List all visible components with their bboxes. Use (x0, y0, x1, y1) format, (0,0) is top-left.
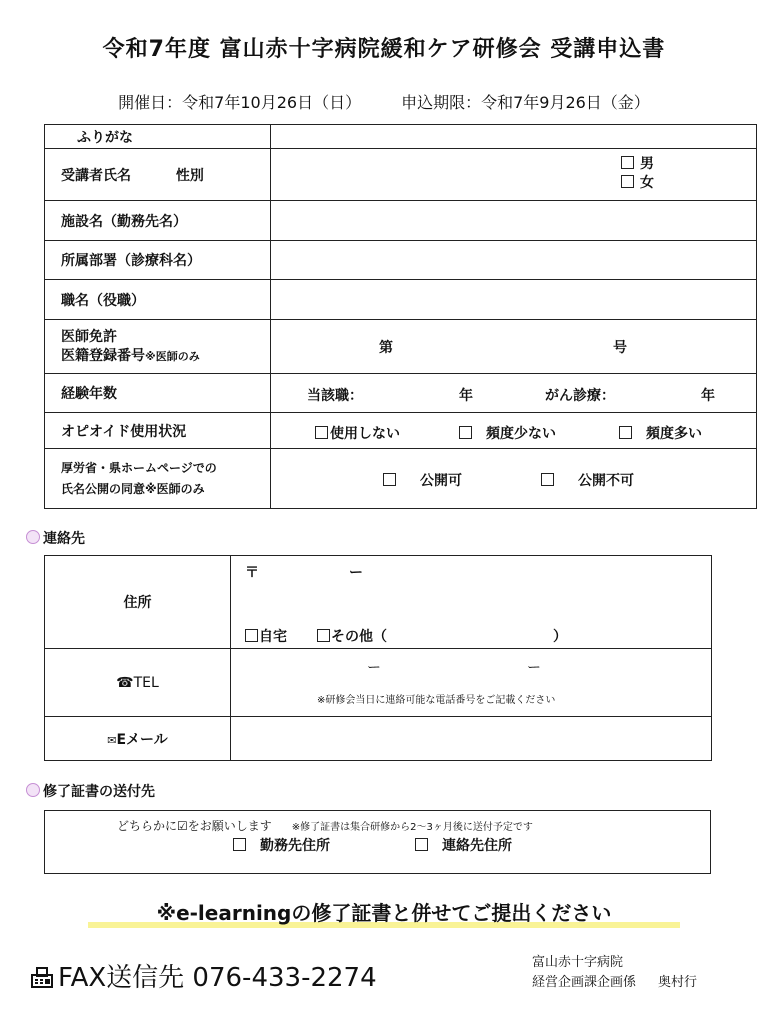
gender-female-option[interactable]: 女 (621, 174, 654, 193)
department-row (45, 241, 757, 280)
tel-row (45, 649, 712, 717)
position-input[interactable] (271, 280, 757, 320)
contact-heading: 連絡先 (26, 528, 85, 548)
name-input[interactable] (271, 149, 757, 201)
license-input[interactable] (271, 320, 757, 374)
certificate-heading: 修了証書の送付先 (26, 781, 155, 801)
page-title: 令和7年度 富山赤十字病院緩和ケア研修会 受講申込書 (102, 37, 666, 62)
tel-input[interactable] (231, 649, 712, 717)
footer-hospital: 富山赤十字病院 (532, 955, 624, 970)
email-row (45, 717, 712, 761)
tel-dash-2: ー (527, 660, 541, 676)
tel-label-cell (45, 649, 231, 717)
facility-label: 施設名（勤務先名） (45, 201, 271, 241)
furigana-input[interactable] (271, 125, 757, 149)
address-other-option[interactable]: その他（ (317, 626, 387, 646)
checkbox-icon[interactable] (621, 175, 634, 188)
license-dai: 第 (379, 340, 393, 356)
furigana-label: ふりがな (45, 125, 271, 149)
exp-year-1: 年 (459, 388, 473, 404)
exp-cancer-label: がん診療： (545, 388, 615, 404)
event-date: 開催日：令和7年10月26日（日） (118, 93, 362, 112)
tel-label: TEL (133, 674, 159, 691)
department-label: 所属部署（診療科名） (45, 241, 271, 280)
opioid-opt-high[interactable]: 頻度多い (619, 423, 702, 443)
checkbox-icon[interactable] (317, 629, 330, 642)
contact-footer (532, 953, 697, 993)
consent-label-line2: 氏名公開の同意※医師のみ (61, 481, 205, 496)
name-label: 受講者氏名 (61, 167, 131, 184)
license-row (45, 320, 757, 374)
department-input[interactable] (271, 241, 757, 280)
circle-bullet-icon (26, 783, 40, 797)
license-go: 号 (613, 340, 627, 356)
gender-label: 性別 (175, 167, 204, 184)
name-row (45, 149, 757, 201)
address-home-option[interactable]: 自宅 (245, 626, 287, 646)
application-deadline: 申込期限：令和7年9月26日（金） (401, 93, 650, 112)
fax-line (30, 957, 377, 994)
envelope-icon: ✉ (107, 733, 117, 747)
experience-row (45, 374, 757, 413)
checkbox-icon[interactable] (619, 426, 632, 439)
circle-bullet-icon (26, 530, 40, 544)
opioid-label: オピオイド使用状況 (45, 413, 271, 449)
certificate-note: ※修了証書は集合研修から2～3ヶ月後に送付予定です (291, 822, 533, 833)
opioid-options (271, 413, 757, 449)
gender-options (621, 155, 654, 193)
email-input[interactable] (231, 717, 712, 761)
address-other-close: ） (553, 629, 567, 645)
postal-mark: 〒 (245, 565, 259, 581)
applicant-form (44, 124, 757, 509)
consent-label-line1: 厚労省・県ホームページでの (61, 460, 217, 475)
position-label: 職名（役職） (45, 280, 271, 320)
facility-row (45, 201, 757, 241)
opioid-opt-low[interactable]: 頻度少ない (459, 423, 556, 443)
checkbox-icon[interactable] (459, 426, 472, 439)
facility-input[interactable] (271, 201, 757, 241)
postal-dash: ー (349, 565, 363, 581)
fax-number: FAX送信先 076-433-2274 (58, 963, 377, 993)
consent-opt-private[interactable]: 公開不可 (541, 470, 634, 490)
checkbox-icon[interactable] (541, 473, 554, 486)
gender-male-option[interactable]: 男 (621, 155, 654, 174)
phone-icon: ☎ (116, 674, 134, 691)
exp-year-2: 年 (701, 388, 715, 404)
submission-notice: ※e-learningの修了証書と併せてご提出ください (156, 901, 612, 925)
tel-note: ※研修会当日に連絡可能な電話番号をご記載ください (317, 695, 556, 706)
license-label-line2: 医籍登録番号※医師のみ (61, 347, 200, 364)
opioid-row (45, 413, 757, 449)
checkbox-icon[interactable] (245, 629, 258, 642)
consent-options (271, 449, 757, 509)
address-input[interactable] (231, 556, 712, 649)
certificate-box (44, 810, 711, 874)
consent-label (45, 449, 271, 509)
checkbox-icon[interactable] (233, 838, 246, 851)
cert-opt-work[interactable]: 勤務先住所 (233, 835, 330, 855)
experience-input[interactable] (271, 374, 757, 413)
license-label-line1: 医師免許 (61, 328, 117, 345)
email-label-cell (45, 717, 231, 761)
consent-opt-public[interactable]: 公開可 (383, 470, 462, 490)
address-label: 住所 (45, 556, 231, 649)
experience-label: 経験年数 (45, 374, 271, 413)
consent-row (45, 449, 757, 509)
cert-opt-contact[interactable]: 連絡先住所 (415, 835, 512, 855)
furigana-row (45, 125, 757, 149)
position-row (45, 280, 757, 320)
tel-dash-1: ー (367, 660, 381, 676)
footer-department-line: 経営企画課企画係 奥村行 (532, 975, 698, 990)
name-gender-label (45, 149, 271, 201)
email-label: Eメール (116, 731, 168, 748)
checkbox-icon[interactable] (383, 473, 396, 486)
license-label (45, 320, 271, 374)
fax-icon (30, 966, 54, 988)
event-dates (0, 90, 768, 113)
opioid-opt-none[interactable]: 使用しない (315, 423, 400, 443)
checkbox-icon[interactable] (621, 156, 634, 169)
checkbox-icon[interactable] (315, 426, 328, 439)
certificate-instruction: どちらかに☑をお願いします ※修了証書は集合研修から2～3ヶ月後に送付予定です (117, 819, 533, 833)
footer-person: 奥村行 (658, 975, 698, 990)
address-row (45, 556, 712, 649)
exp-current-label: 当該職： (307, 388, 363, 404)
checkbox-icon[interactable] (415, 838, 428, 851)
contact-table (44, 555, 712, 761)
